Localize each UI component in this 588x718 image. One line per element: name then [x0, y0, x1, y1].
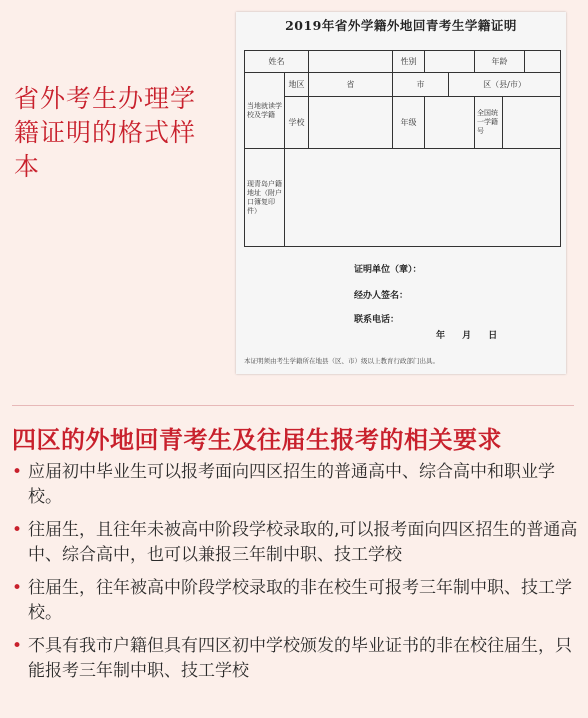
address-label: 现青岛户籍地址（附户口簿复印件） [245, 149, 285, 247]
region-label: 地区 [285, 73, 309, 97]
table-row [245, 51, 561, 73]
name-label: 姓名 [245, 51, 309, 73]
table-row [245, 149, 561, 247]
issuing-unit-label: 证明单位（章）： [354, 265, 422, 275]
certificate-title: 2019年省外学籍外地回青考生学籍证明 [285, 18, 517, 33]
requirements-list [8, 460, 584, 692]
divider [12, 405, 574, 406]
requirement-text: 往届生，且往年未被高中阶段学校录取的,可以报考面向四区招生的普通高中、综合高中，也可以兼报三年制中职、技工学校 [28, 520, 578, 565]
bullet-icon: • [12, 462, 23, 482]
school-label: 学校 [285, 97, 309, 149]
requirement-text: 往届生，往年被高中阶段学校录取的非在校生可报考三年制中职、技工学校。 [28, 578, 572, 623]
gender-label: 性别 [393, 51, 425, 73]
bullet-icon: • [12, 578, 23, 598]
school-value [309, 97, 393, 149]
school-group-label: 当地就读学校及学籍 [245, 73, 285, 149]
certificate-sample-document [236, 12, 566, 374]
bullet-icon: • [12, 636, 23, 656]
list-item [8, 634, 584, 684]
list-item [8, 460, 584, 510]
gender-value [425, 51, 475, 73]
bullet-icon: • [12, 520, 23, 540]
requirement-text: 不具有我市户籍但具有四区初中学校颁发的毕业证书的非在校往届生，只能报考三年制中职、技工学校 [28, 636, 572, 681]
side-title: 省外考生办理学籍证明的格式样本 [14, 84, 197, 181]
age-label: 年龄 [475, 51, 525, 73]
requirements-heading: 四区的外地回青考生及往届生报考的相关要求 [12, 426, 502, 454]
district-field: 区（县/市） [449, 73, 561, 97]
table-row [245, 73, 561, 97]
handler-signature-label: 经办人签名： [354, 291, 409, 301]
certificate-note: 本证明须由考生学籍所在地县（区、市）级以上教育行政部门出具。 [244, 357, 439, 365]
grade-label: 年级 [393, 97, 425, 149]
city-field: 市 [393, 73, 449, 97]
address-value [285, 149, 561, 247]
list-item [8, 576, 584, 626]
requirement-text: 应届初中毕业生可以报考面向四区招生的普通高中、综合高中和职业学校。 [28, 462, 555, 507]
province-field: 省 [309, 73, 393, 97]
certificate-form-table [244, 50, 561, 247]
student-id-label: 全国统一学籍号 [475, 97, 503, 149]
name-value [309, 51, 393, 73]
date-line: 年 月 日 [436, 331, 498, 341]
grade-value [425, 97, 475, 149]
student-id-value [503, 97, 561, 149]
contact-phone-label: 联系电话： [354, 315, 400, 325]
age-value [525, 51, 561, 73]
table-row [245, 97, 561, 149]
list-item [8, 518, 584, 568]
